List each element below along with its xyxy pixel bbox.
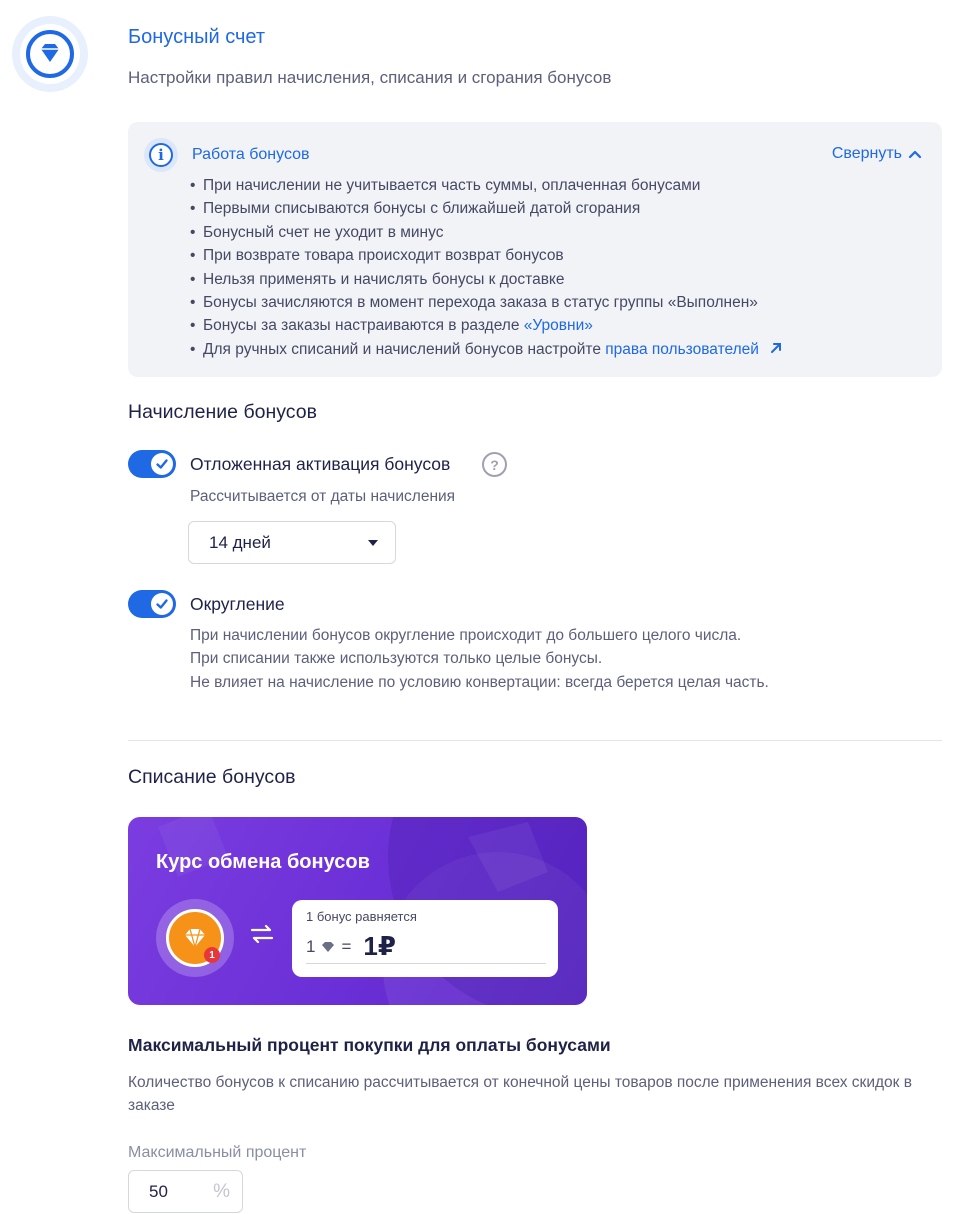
- max-percent-title: Максимальный процент покупки для оплаты бонусами: [128, 1035, 611, 1055]
- list-item: • Нельзя применять и начислять бонусы к доставке: [190, 270, 565, 288]
- bonus-account-logo: [12, 16, 88, 92]
- coin-badge: 1: [204, 947, 220, 963]
- check-icon: [155, 457, 169, 471]
- small-gem-icon: [321, 941, 335, 953]
- list-item: • Первыми списываются бонусы с ближайшей датой сгорания: [190, 200, 641, 218]
- rate-label: 1 бонус равняется: [306, 909, 417, 924]
- rounding-label: Округление: [190, 594, 285, 614]
- external-link-icon: [769, 341, 783, 355]
- collapse-label: Свернуть: [831, 145, 902, 162]
- page-title: Бонусный счет: [128, 26, 266, 48]
- list-item: • Бонусы зачисляются в момент перехода заказа в статус группы «Выполнен»: [190, 294, 758, 312]
- max-percent-value: 50: [149, 1181, 168, 1201]
- writeoff-section-title: Списание бонусов: [128, 766, 296, 788]
- swap-arrows-icon: [248, 923, 276, 945]
- rate-input[interactable]: [306, 930, 546, 964]
- collapse-button[interactable]: [832, 145, 922, 163]
- delayed-activation-hint: Рассчитывается от даты начисления: [190, 488, 456, 505]
- diamond-icon: [24, 28, 76, 80]
- list-item: • Бонусы за заказы настраиваются в разделе «Уровни»: [190, 317, 593, 335]
- info-list: [190, 174, 783, 361]
- delayed-activation-label: Отложенная активация бонусов: [190, 454, 451, 474]
- delayed-activation-toggle[interactable]: [128, 450, 176, 478]
- max-percent-description: Количество бонусов к списанию рассчитывается от конечной цены товаров после применения всех скидок в заказе: [128, 1074, 912, 1115]
- rounding-hint: При начислении бонусов округление происходит до большего целого числа. При списании также используются только целые бонусы. Не влияет на начисление по условию конвертации: всегда берется целая часть.: [190, 627, 769, 691]
- bonus-coin: [156, 899, 234, 977]
- rub-value: 1₽: [363, 931, 396, 961]
- bonus-amount: 1: [306, 936, 316, 956]
- chevron-up-icon: [908, 149, 922, 159]
- percent-suffix: %: [213, 1180, 230, 1202]
- user-rights-link[interactable]: права пользователей: [605, 341, 783, 358]
- info-title: Работа бонусов: [192, 146, 310, 163]
- max-percent-label: Максимальный процент: [128, 1144, 307, 1161]
- levels-link[interactable]: «Уровни»: [523, 317, 593, 335]
- section-divider: [128, 740, 942, 741]
- help-icon[interactable]: ?: [482, 452, 507, 477]
- gem-icon: [182, 927, 208, 949]
- caret-down-icon: [367, 539, 379, 547]
- bonus-info-card: [128, 122, 942, 377]
- check-icon: [155, 597, 169, 611]
- rate-box: [292, 900, 558, 977]
- rounding-toggle[interactable]: [128, 590, 176, 618]
- exchange-title: Курс обмена бонусов: [156, 851, 370, 873]
- activation-period-select[interactable]: [188, 521, 396, 564]
- list-item: • Для ручных списаний и начислений бонусов настройте права пользователей: [190, 338, 783, 361]
- equals-sign: =: [341, 936, 352, 956]
- list-item: • Бонусный счет не уходит в минус: [190, 223, 444, 241]
- accrual-section-title: Начисление бонусов: [128, 401, 317, 423]
- list-item: • При возврате товара происходит возврат бонусов: [190, 247, 564, 265]
- max-percent-input[interactable]: [128, 1170, 243, 1213]
- select-value: 14 дней: [209, 532, 271, 552]
- list-item: • При начислении не учитывается часть суммы, оплаченная бонусами: [190, 177, 701, 194]
- page-subtitle: Настройки правил начисления, списания и сгорания бонусов: [128, 68, 612, 87]
- info-icon: i: [144, 138, 178, 172]
- exchange-rate-card: [128, 817, 587, 1005]
